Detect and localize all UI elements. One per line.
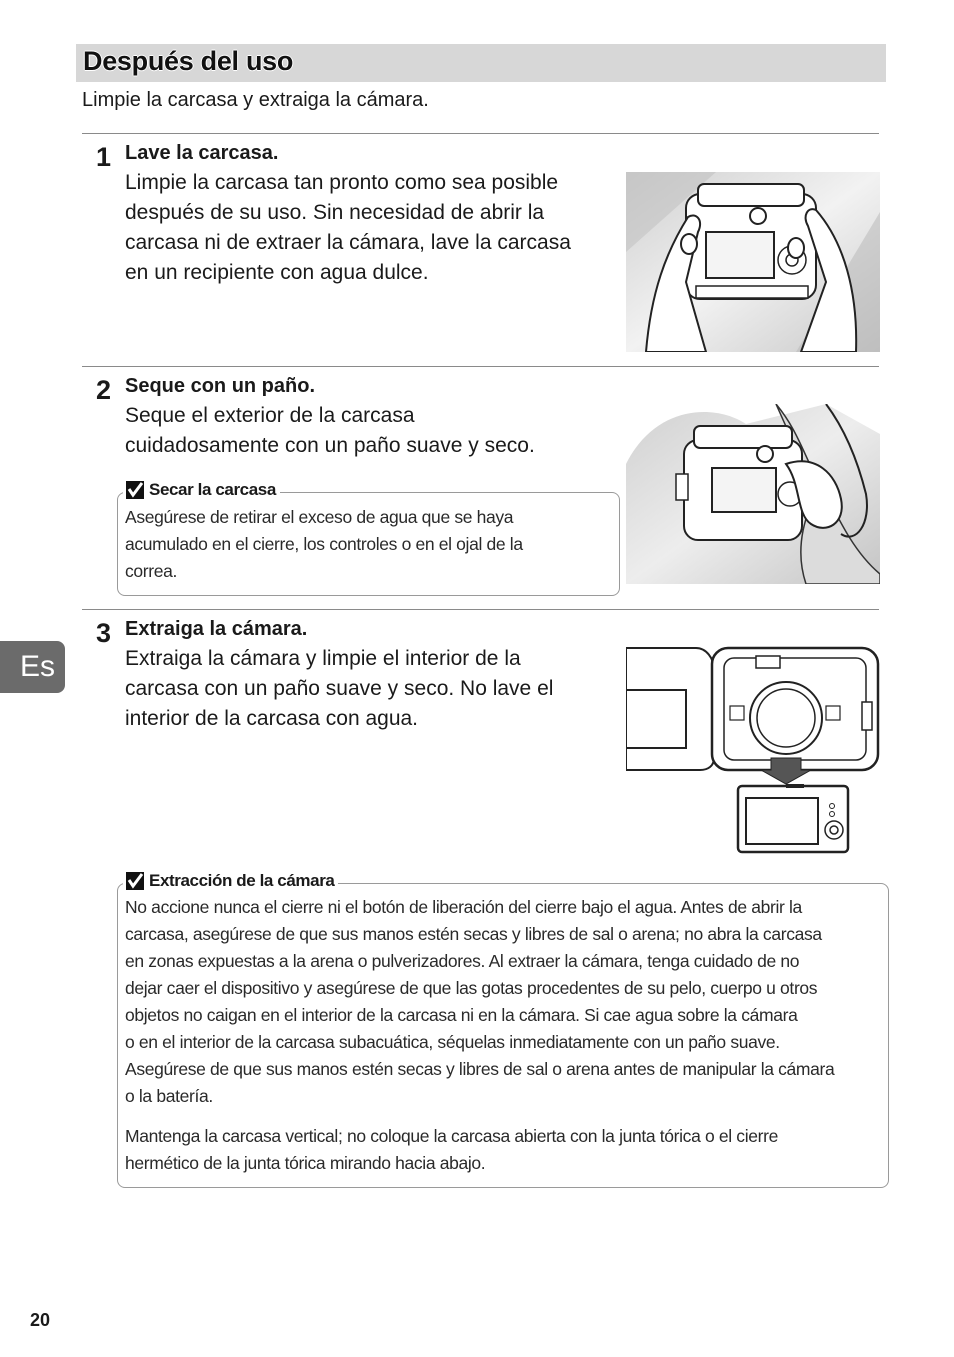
note-text	[125, 894, 834, 1110]
page-number: 20	[30, 1310, 51, 1330]
note-heading	[123, 871, 338, 891]
note-heading	[123, 480, 280, 500]
note-line: Mantenga la carcasa vertical; no coloque la carcasa abierta con la junta tórica o el cierre	[125, 1126, 778, 1146]
note-line: en zonas expuestas a la arena o pulverizadores. Al extraer la cámara, tenga cuidado de no	[125, 951, 800, 971]
step-title: Lave la carcasa.	[125, 142, 279, 164]
note-text	[125, 1123, 778, 1177]
step-body: Seque el exterior de la carcasa cuidadosamente con un paño suave y seco.	[125, 404, 535, 457]
check-icon	[125, 871, 145, 891]
language-tab	[0, 641, 65, 693]
step-number: 2	[96, 375, 111, 405]
note-line: o en el interior de la carcasa subacuática, séquelas inmediatamente con un paño suave.	[125, 1032, 780, 1052]
step-body: Limpie la carcasa tan pronto como sea posible después de su uso. Sin necesidad de abrir la carcasa ni de extraer la cámara, lave la carcasa en un recipiente con agua dulce.	[125, 171, 571, 284]
note-line: carcasa, asegúrese de que sus manos estén secas y libres de sal o arena; no abra la carcasa	[125, 924, 822, 944]
step-title: Seque con un paño.	[125, 375, 316, 397]
section-title-band	[76, 44, 886, 82]
note-title: Secar la carcasa	[149, 480, 276, 499]
note-line: acumulado en el cierre, los controles o en el ojal de la	[125, 534, 523, 554]
step-body: Extraiga la cámara y limpie el interior de la carcasa con un paño suave y seco. No lave el interior de la carcasa con agua.	[125, 647, 554, 730]
note-line: Asegúrese de retirar el exceso de agua que se haya	[125, 507, 514, 527]
note-line: hermético de la junta tórica mirando hacia abajo.	[125, 1153, 486, 1173]
divider	[82, 609, 879, 610]
intro-text: Limpie la carcasa y extraiga la cámara.	[82, 89, 429, 111]
note-line: o la batería.	[125, 1086, 213, 1106]
note-line: Asegúrese de que sus manos estén secas y libres de sal o arena antes de manipular la cámara	[125, 1059, 835, 1079]
note-text	[125, 504, 523, 585]
step-title: Extraiga la cámara.	[125, 618, 308, 640]
divider	[82, 366, 879, 367]
note-line: dejar caer el dispositivo y asegúrese de que las gotas procedentes de su pelo, cuerpo u otros	[125, 978, 818, 998]
divider	[82, 133, 879, 134]
illustration-washing-housing	[626, 172, 880, 352]
step-number: 1	[96, 142, 111, 172]
note-line: objetos no caigan en el interior de la carcasa ni en la cámara. Si cae agua sobre la cámara	[125, 1005, 798, 1025]
illustration-removing-camera	[626, 646, 880, 854]
note-line: correa.	[125, 561, 178, 581]
section-title: Después del uso	[83, 46, 294, 76]
illustration-drying-housing	[626, 404, 880, 584]
note-line: No accione nunca el cierre ni el botón de liberación del cierre bajo el agua. Antes de abrir la	[125, 897, 802, 917]
language-tab-label: Es	[20, 650, 56, 683]
note-title: Extracción de la cámara	[149, 871, 335, 890]
check-icon	[125, 480, 145, 500]
step-number: 3	[96, 618, 111, 648]
